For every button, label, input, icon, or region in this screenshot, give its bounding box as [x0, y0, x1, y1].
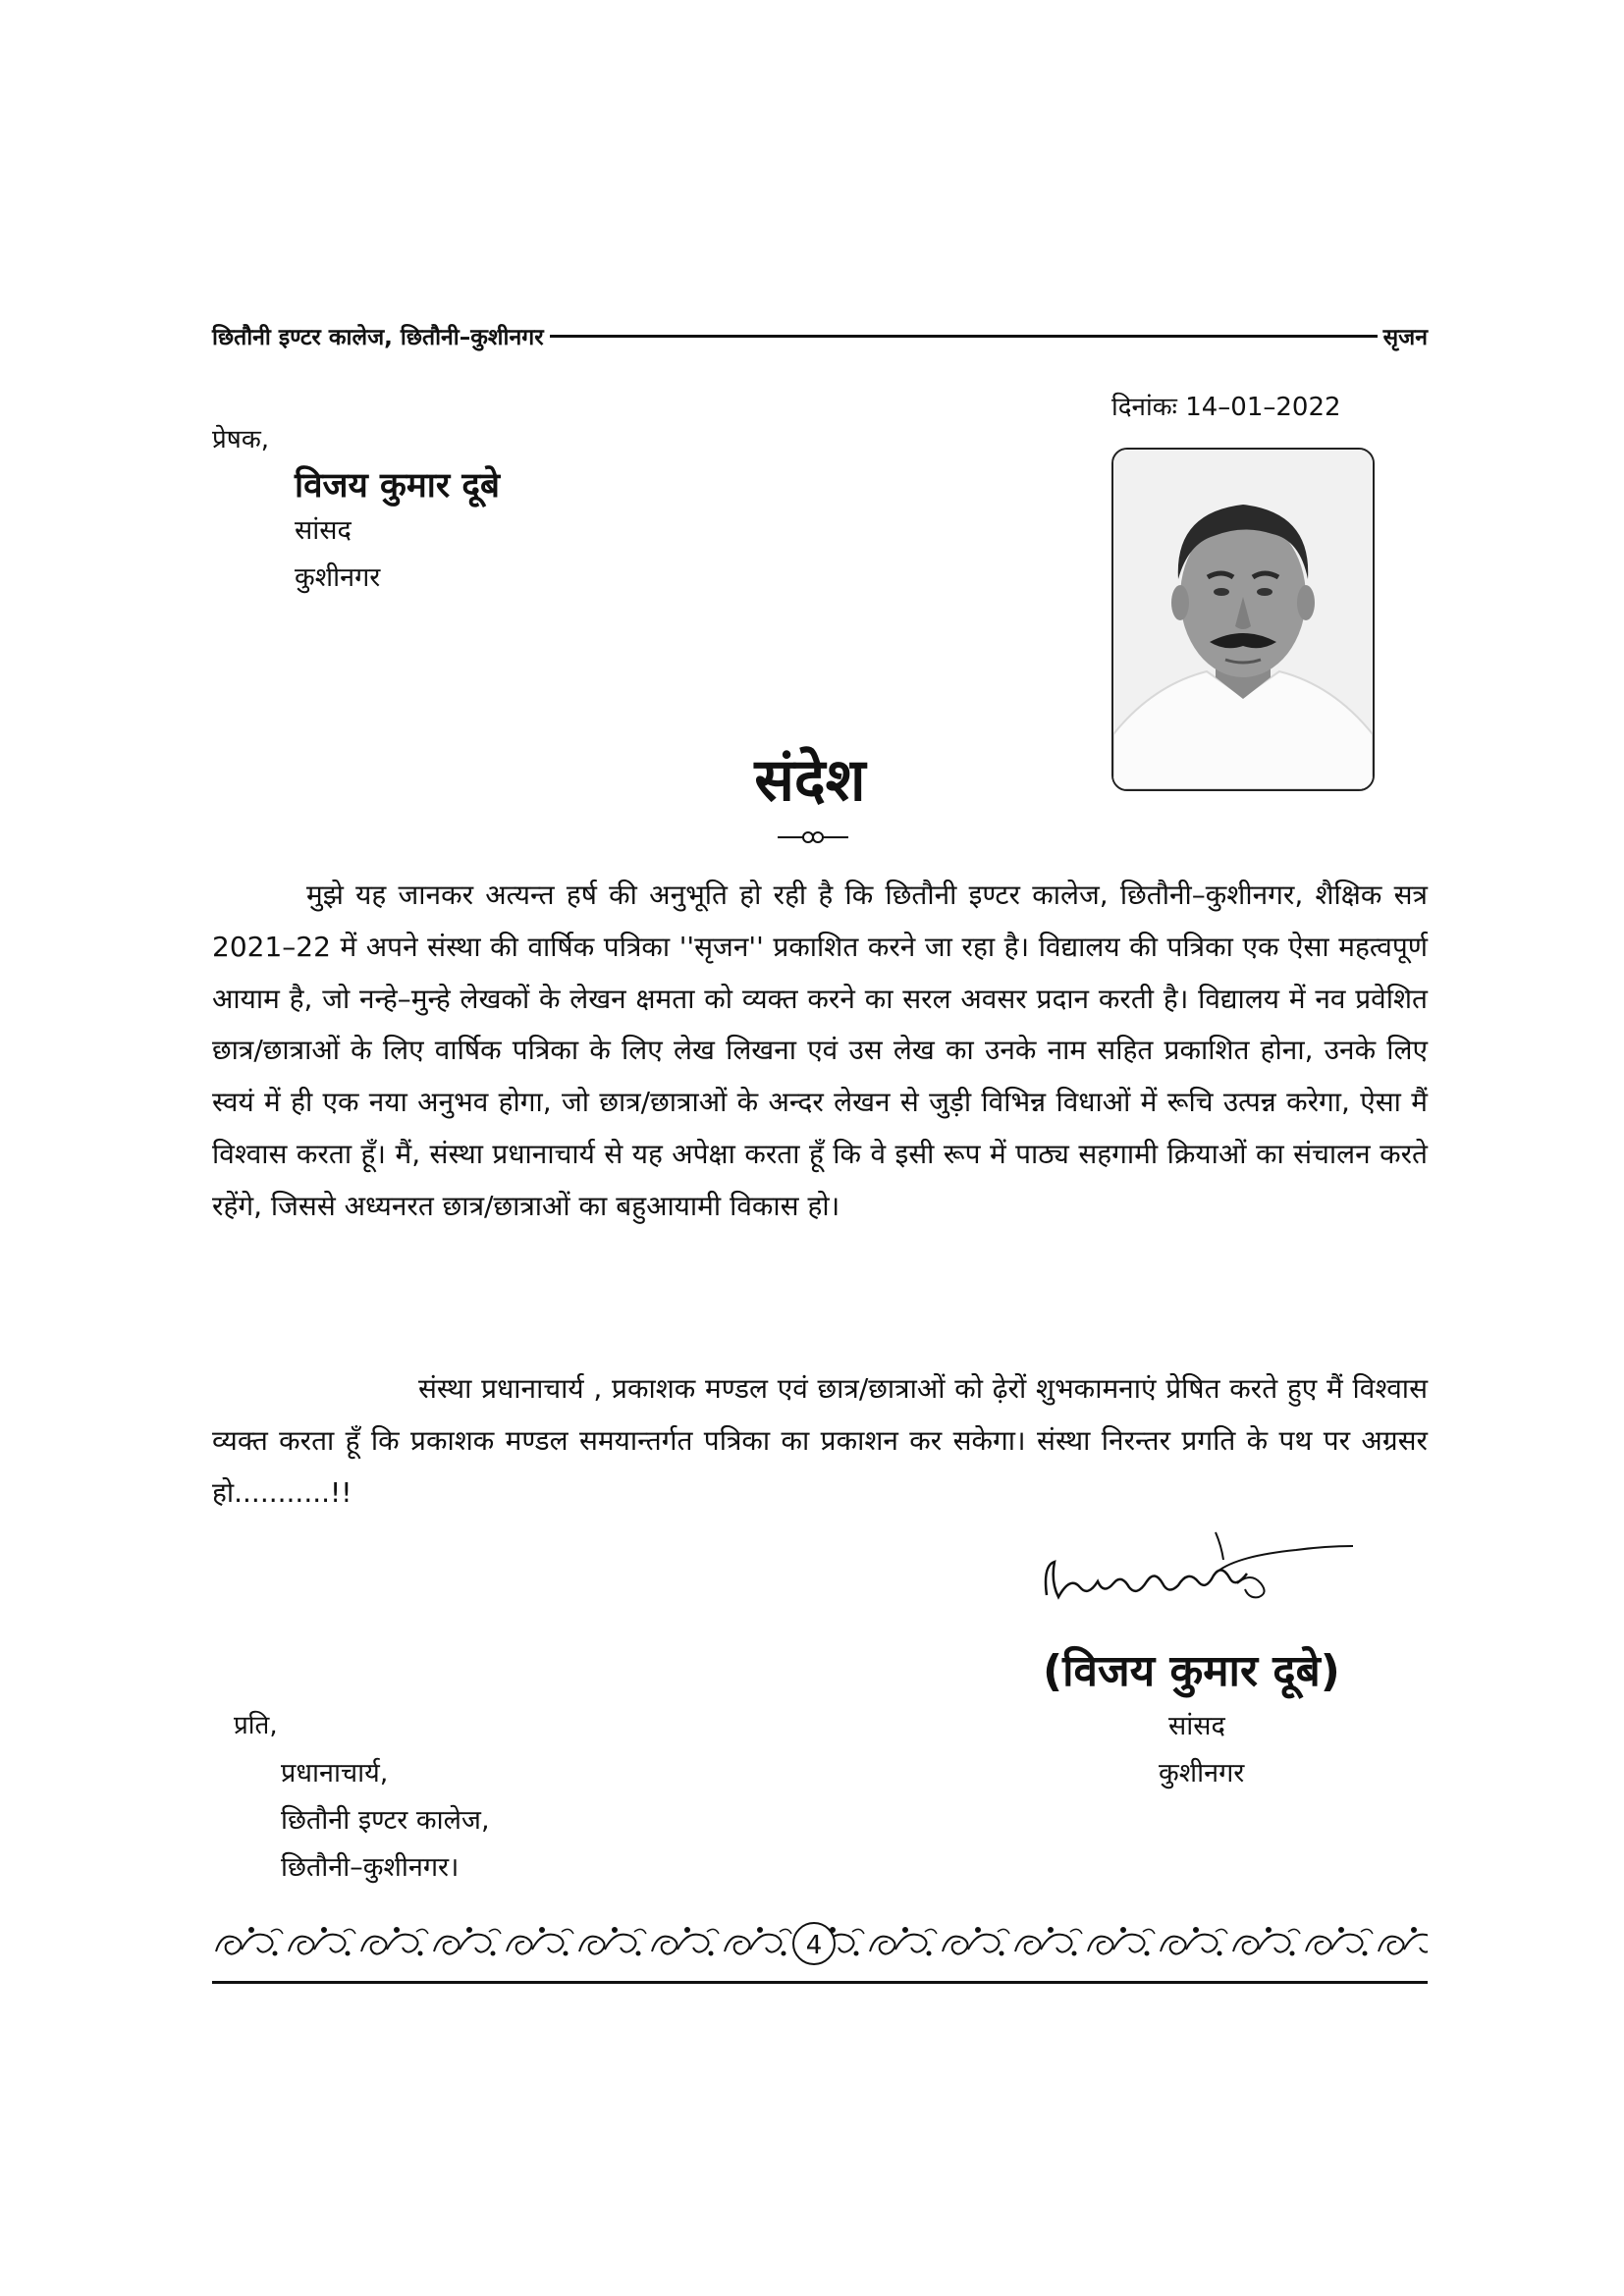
closing-signatory-role: सांसद — [1168, 1711, 1225, 1741]
message-paragraph-1: मुझे यह जानकर अत्यन्त हर्ष की अनुभूति हो रही है कि छितौनी इण्टर कालेज, छितौनी–कुशीनगर, शैक्षिक सत्र 2021–22 में अपने संस्था की वार्षिक पत्रिका ''सृजन'' प्रकाशित करने जा रहा है। विद्यालय की पत्रिका एक ऐसा महत्वपूर्ण आयाम है, जो नन्हे–मुन्हे लेखकों के लेखन क्षमता को व्यक्त करने का सरल अवसर प्रदान करती है। विद्यालय में नव प्रवेशित छात्र/छात्राओं के लिए वार्षिक पत्रिका के लिए लेख लिखना एवं उस लेख का उनके नाम सहित प्रकाशित होना, उनके लिए स्वयं में ही एक नया अनुभव होगा, जो छात्र/छात्राओं के अन्दर लेखन से जुड़ी विभिन्न विधाओं में रूचि उत्पन्न करेगा, ऐसा मैं विश्वास करता हूँ। मैं, संस्था प्रधानाचार्य से यह अपेक्षा करता हूँ कि वे इसी रूप में पाठ्य सहगामी क्रियाओं का संचालन करते रहेंगे, जिससे अध्यनरत छात्र/छात्राओं का बहुआयामी विकास हो। — [212, 879, 1428, 1222]
closing-signatory-place: कुशीनगर — [1159, 1758, 1245, 1789]
title-flourish-icon — [776, 827, 850, 848]
message-paragraph-2: संस्था प्रधानाचार्य , प्रकाशक मण्डल एवं छात्र/छात्राओं को ढ़ेरों शुभकामनाएं प्रेषित करते हुए मैं विश्वास व्यक्त करता हूँ कि प्रकाशक मण्डल समयान्तर्गत पत्रिका का प्रकाशन कर सकेगा। संस्था निरन्तर प्रगति के पथ पर अग्रसर हो...........!! — [212, 1372, 1428, 1509]
sender-role: सांसद — [295, 515, 352, 546]
recipient-line-1: प्रधानाचार्य, — [281, 1758, 389, 1789]
handwritten-signature — [1041, 1526, 1355, 1625]
header-institution: छितौनी इण्टर कालेज, छितौनी–कुशीनगर — [212, 325, 544, 350]
message-title: संदेश — [754, 746, 866, 815]
sender-label: प्रेषक, — [212, 425, 270, 454]
sender-name: विजय कुमार दूबे — [295, 466, 500, 506]
running-header — [212, 316, 1428, 355]
header-rule — [550, 335, 1378, 338]
recipient-line-2: छितौनी इण्टर कालेज, — [281, 1805, 490, 1836]
page-number-badge: 4 — [792, 1922, 836, 1965]
header-magazine-name: सृजन — [1382, 325, 1428, 350]
footer-rule — [212, 1981, 1428, 1984]
recipient-label: प्रति, — [234, 1711, 278, 1740]
recipient-line-3: छितौनी–कुशीनगर। — [281, 1852, 460, 1883]
sender-portrait-photo — [1111, 448, 1375, 791]
letter-date: दिनांकः 14–01–2022 — [1111, 393, 1341, 422]
closing-signatory-name: (विजय कुमार दूबे) — [1043, 1646, 1340, 1696]
sender-place: कुशीनगर — [295, 562, 381, 593]
portrait-illustration — [1113, 450, 1373, 789]
